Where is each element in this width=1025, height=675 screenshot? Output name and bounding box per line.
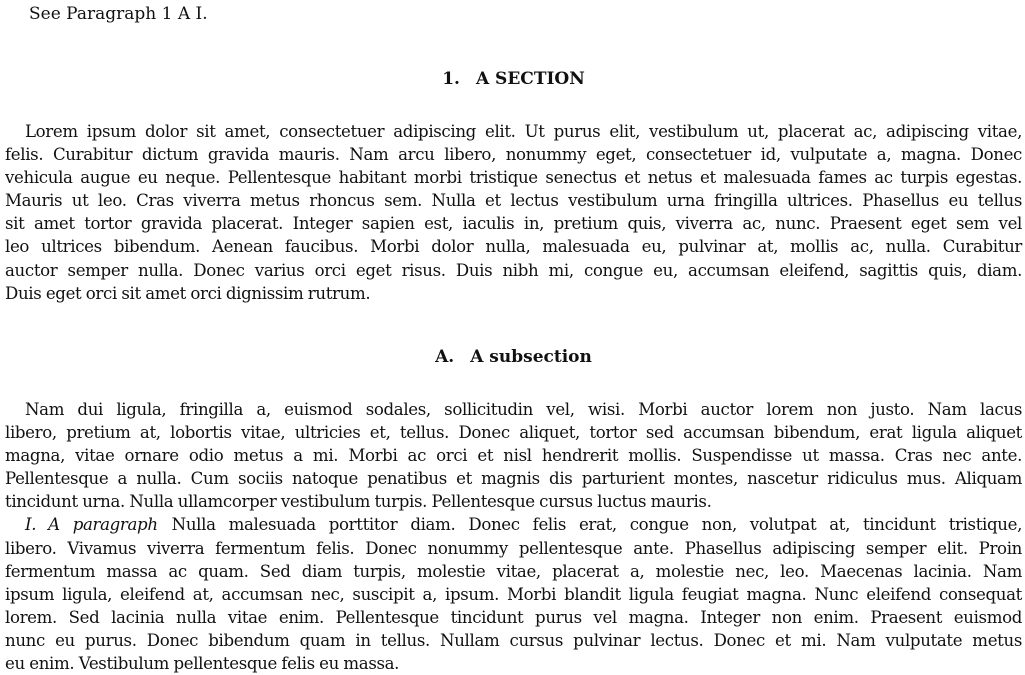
text-line: tincidunt urna. Nulla ullamcorper vestibulum turpis. Pellentesque cursus luctus mauris. [5,492,712,512]
subsection-title: A subsection [470,347,592,367]
section-heading [5,68,1022,91]
paragraph-title: A paragraph [48,515,158,535]
text-line: leo ultrices bibendum. Aenean faucibus. Morbi dolor nulla, malesuada eu, pulvinar at, mollis ac, nulla. Curabitur [5,237,1022,257]
paragraph-heading [25,515,158,534]
section-paragraph [5,120,1022,305]
text-line: Nam dui ligula, fringilla a, euismod sodales, sollicitudin vel, wisi. Morbi auctor lorem non justo. Nam lacus [25,400,1022,419]
section-number: 1. [442,69,460,89]
text-line: Pellentesque a nulla. Cum sociis natoque penatibus et magnis dis parturient montes, nascetur ridiculus mus. Aliquam [5,469,1022,489]
subsection-number: A. [435,347,455,367]
text-line: Duis eget orci sit amet orci dignissim rutrum. [5,283,371,303]
text-line: auctor semper nulla. Donec varius orci eget risus. Duis nibh mi, congue eu, accumsan eleifend, sagittis quis, diam. [5,260,1022,280]
paragraph-number: I. [25,515,37,535]
text-line: vehicula augue eu neque. Pellentesque habitant morbi tristique senectus et netus et malesuada fames ac turpis egestas. [5,168,1022,188]
text-line: sit amet tortor gravida placerat. Integer sapien est, iaculis in, pretium quis, viverra ac, nunc. Praesent eget sem vel [5,214,1022,234]
cross-reference: See Paragraph 1 A I. [29,4,208,24]
text-line: ipsum ligula, eleifend at, accumsan nec, suscipit a, ipsum. Morbi blandit ligula feugiat magna. Nunc eleifend consequat [5,584,1022,604]
text-line: libero. Vivamus viverra fermentum felis. Donec nonummy pellentesque ante. Phasellus adipiscing semper elit. Proin [5,538,1022,558]
text-line: Lorem ipsum dolor sit amet, consectetuer adipiscing elit. Ut purus elit, vestibulum ut, placerat ac, adipiscing vitae, [25,122,1022,141]
paragraph-first-text: Nulla malesuada porttitor diam. Donec felis erat, congue non, volutpat at, tincidunt tristique, [171,515,1022,535]
text-line: lorem. Sed lacinia nulla vitae enim. Pellentesque tincidunt purus vel magna. Integer non enim. Praesent euismod [5,607,1022,627]
subsection-heading [5,346,1022,369]
text-line: eu enim. Vestibulum pellentesque felis eu massa. [5,654,400,674]
paragraph-first-line [5,513,1022,536]
text-line: libero, pretium at, lobortis vitae, ultricies et, tellus. Donec aliquet, tortor sed accumsan bibendum, erat ligula aliquet [5,423,1022,443]
text-line: magna, vitae ornare odio metus a mi. Morbi ac orci et nisl hendrerit mollis. Suspendisse ut massa. Cras nec ante. [5,446,1022,466]
text-line: Mauris ut leo. Cras viverra metus rhoncus sem. Nulla et lectus vestibulum urna fringilla ultrices. Phasellus eu tellus [5,191,1022,211]
text-line: fermentum massa ac quam. Sed diam turpis, molestie vitae, placerat a, molestie nec, leo. Maecenas lacinia. Nam [5,561,1022,581]
text-line: nunc eu purus. Donec bibendum quam in tellus. Nullam cursus pulvinar lectus. Donec et mi. Nam vulputate metus [5,630,1022,650]
subsection-body [5,398,1022,675]
section-title: A SECTION [475,69,585,89]
text-line: felis. Curabitur dictum gravida mauris. Nam arcu libero, nonummy eget, consectetuer id, vulputate a, magna. Donec [5,145,1022,165]
